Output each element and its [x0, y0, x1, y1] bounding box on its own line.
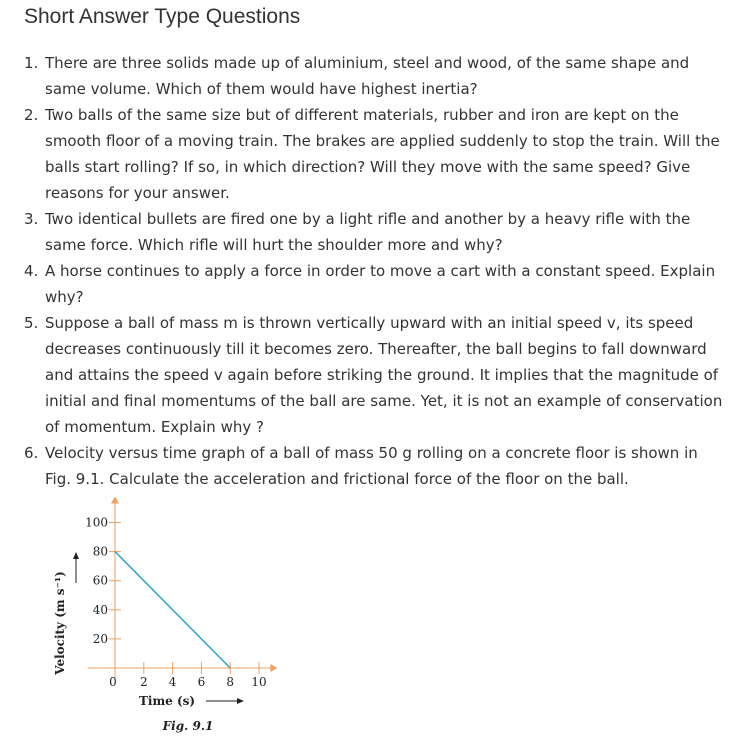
y-tick-label: 40 [92, 602, 108, 617]
x-axis-label: Time (s) [139, 694, 196, 708]
question-text: Suppose a ball of mass m is thrown vertically upward with an initial speed v, its speed decreases continuously till it becomes zero. Thereafter, the ball begins to fall downward and attains the speed v again before striking the ground. It implies that the magnitude of initial and final momentums of the ball are same. Yet, it is not an example of conservation of momentum. Explain why ? [45, 314, 723, 436]
question-number: 1. [24, 54, 39, 72]
question-text: Two balls of the same size but of different materials, rubber and iron are kept on the smooth floor of a moving train. The brakes are applied suddenly to stop the train. Will the balls start rolling? If so, in which direction? Will they move with the same speed? Give reasons for your answer. [45, 106, 720, 202]
x-tick-label: 6 [197, 675, 206, 689]
velocity-time-graph [0, 485, 320, 738]
y-tick-label: 20 [92, 631, 108, 646]
y-label-arrow-head [73, 552, 79, 559]
question-text: Velocity versus time graph of a ball of mass 50 g rolling on a concrete floor is shown in Fig. 9.1. Calculate the acceleration and frictional force of the floor on the ball. [45, 444, 698, 488]
question-number: 4. [24, 262, 39, 280]
x-label-arrow-head [237, 698, 244, 704]
question-list [0, 50, 741, 492]
y-tick-label: 100 [85, 515, 108, 530]
question-number: 6. [24, 444, 39, 462]
question-item [0, 50, 741, 102]
figure-caption: Fig. 9.1 [162, 719, 214, 733]
question-number: 3. [24, 210, 39, 228]
page-title: Short Answer Type Questions [24, 5, 301, 28]
question-text: There are three solids made up of aluminium, steel and wood, of the same shape and same volume. Which of them would have highest inertia? [45, 54, 690, 98]
y-tick-label: 80 [92, 544, 108, 559]
x-tick-label: 2 [139, 675, 148, 689]
x-tick-label: 10 [251, 675, 267, 689]
question-text: Two identical bullets are fired one by a light rifle and another by a heavy rifle with the same force. Which rifle will hurt the shoulder more and why? [45, 210, 691, 254]
question-number: 5. [24, 314, 39, 332]
question-number: 2. [24, 106, 39, 124]
y-tick-label: 60 [92, 573, 108, 588]
x-tick-label: 4 [168, 675, 177, 689]
question-item [0, 310, 741, 440]
question-text: A horse continues to apply a force in order to move a cart with a constant speed. Explain why? [45, 262, 716, 306]
x-axis-arrow [270, 664, 277, 672]
x-tick-label: 0 [109, 675, 117, 689]
y-axis-arrow [111, 497, 119, 504]
velocity-series-line [115, 552, 230, 668]
question-item [0, 258, 741, 310]
question-item [0, 102, 741, 206]
x-tick-label: 8 [226, 675, 235, 689]
y-axis-label: Velocity (m s⁻¹) [53, 571, 67, 675]
question-item [0, 206, 741, 258]
